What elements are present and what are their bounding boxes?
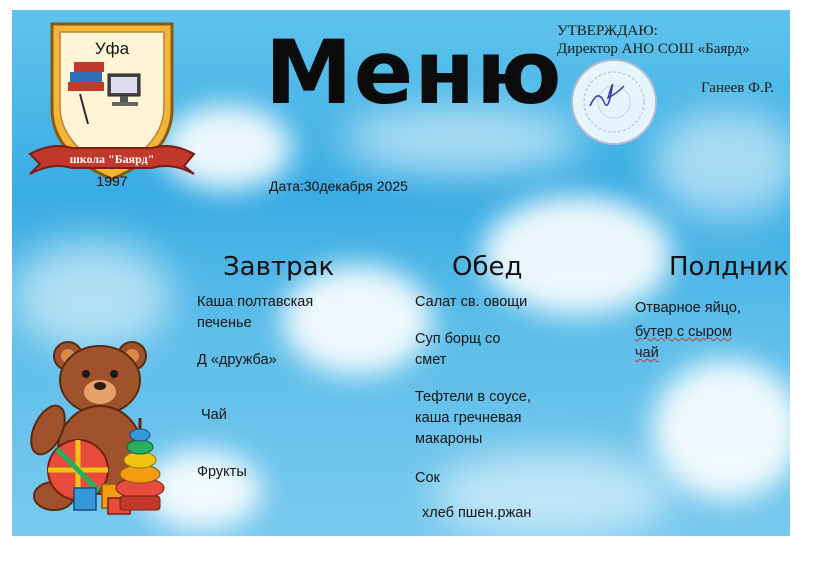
logo-school-name: школа "Баярд" — [69, 152, 155, 166]
breakfast-item: Каша полтавская печенье — [197, 294, 314, 331]
logo-city: Уфа — [94, 39, 130, 58]
breakfast-item: Чай — [201, 407, 227, 423]
breakfast-item: Д «дружба» — [197, 352, 277, 368]
official-stamp — [568, 58, 660, 146]
breakfast-heading: Завтрак — [223, 252, 335, 282]
breakfast-item: Фрукты — [197, 464, 247, 480]
snack-heading: Полдник — [669, 252, 789, 282]
school-logo — [22, 14, 202, 189]
logo-year: 1997 — [96, 173, 128, 189]
approval-line-2: Директор АНО СОШ «Баярд» — [557, 41, 750, 57]
snack-item: бутер с сыром чай — [635, 324, 732, 361]
lunch-item: хлеб пшен.ржан — [422, 505, 532, 521]
approval-line-1: УТВЕРЖДАЮ: — [557, 23, 658, 39]
page-title: Меню — [265, 21, 563, 124]
lunch-heading: Обед — [452, 252, 523, 282]
menu-date: Дата:30декабря 2025 — [269, 178, 408, 194]
lunch-item: Салат св. овощи — [415, 294, 528, 310]
teddy-bear-illustration — [30, 338, 180, 518]
snack-item: Отварное яйцо, — [635, 300, 741, 316]
lunch-item: Суп борщ со смет — [415, 331, 501, 368]
approval-name: Ганеев Ф.Р. — [701, 80, 774, 96]
lunch-item: Тефтели в соусе, каша гречневая макароны — [415, 389, 531, 447]
lunch-item: Сок — [415, 470, 440, 486]
